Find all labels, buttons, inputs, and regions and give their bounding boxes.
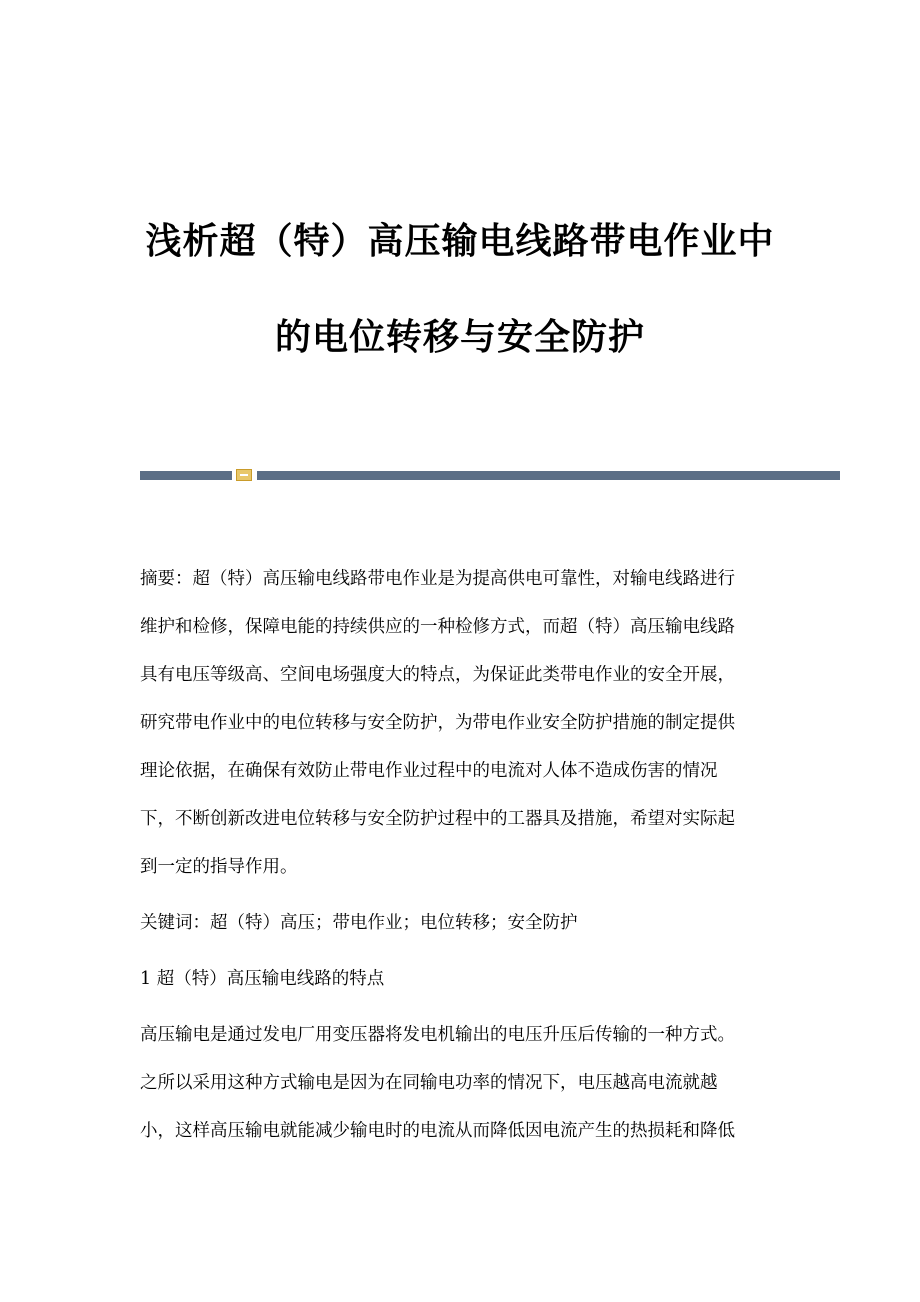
abstract-line: 维护和检修，保障电能的持续供应的一种检修方式，而超（特）高压输电线路 — [140, 617, 735, 637]
abstract-line: 下，不断创新改进电位转移与安全防护过程中的工器具及措施，希望对实际起 — [140, 809, 735, 829]
abstract-line: 具有电压等级高、空间电场强度大的特点，为保证此类带电作业的安全开展， — [140, 665, 735, 685]
title-line-1: 浅析超（特）高压输电线路带电作业中 — [145, 221, 775, 262]
divider-bar-left — [140, 471, 232, 480]
abstract-line: 研究带电作业中的电位转移与安全防护，为带电作业安全防护措施的制定提供 — [140, 713, 735, 733]
abstract-line: 理论依据，在确保有效防止带电作业过程中的电流对人体不造成伤害的情况 — [140, 761, 718, 781]
abstract-line: 到一定的指导作用。 — [140, 857, 298, 877]
divider-ornament-icon — [236, 469, 252, 481]
section-heading: 1 超（特）高压输电线路的特点 — [140, 969, 385, 989]
title-line-2: 的电位转移与安全防护 — [274, 317, 645, 358]
keywords: 关键词：超（特）高压；带电作业；电位转移；安全防护 — [140, 913, 578, 933]
body-line: 之所以采用这种方式输电是因为在同输电功率的情况下，电压越高电流就越 — [140, 1073, 718, 1093]
body-line: 高压输电是通过发电厂用变压器将发电机输出的电压升压后传输的一种方式。 — [140, 1025, 735, 1045]
body-line: 小，这样高压输电就能减少输电时的电流从而降低因电流产生的热损耗和降低 — [140, 1121, 735, 1141]
divider-bar-right — [257, 471, 840, 480]
abstract-line: 摘要：超（特）高压输电线路带电作业是为提高供电可靠性，对输电线路进行 — [140, 569, 735, 589]
